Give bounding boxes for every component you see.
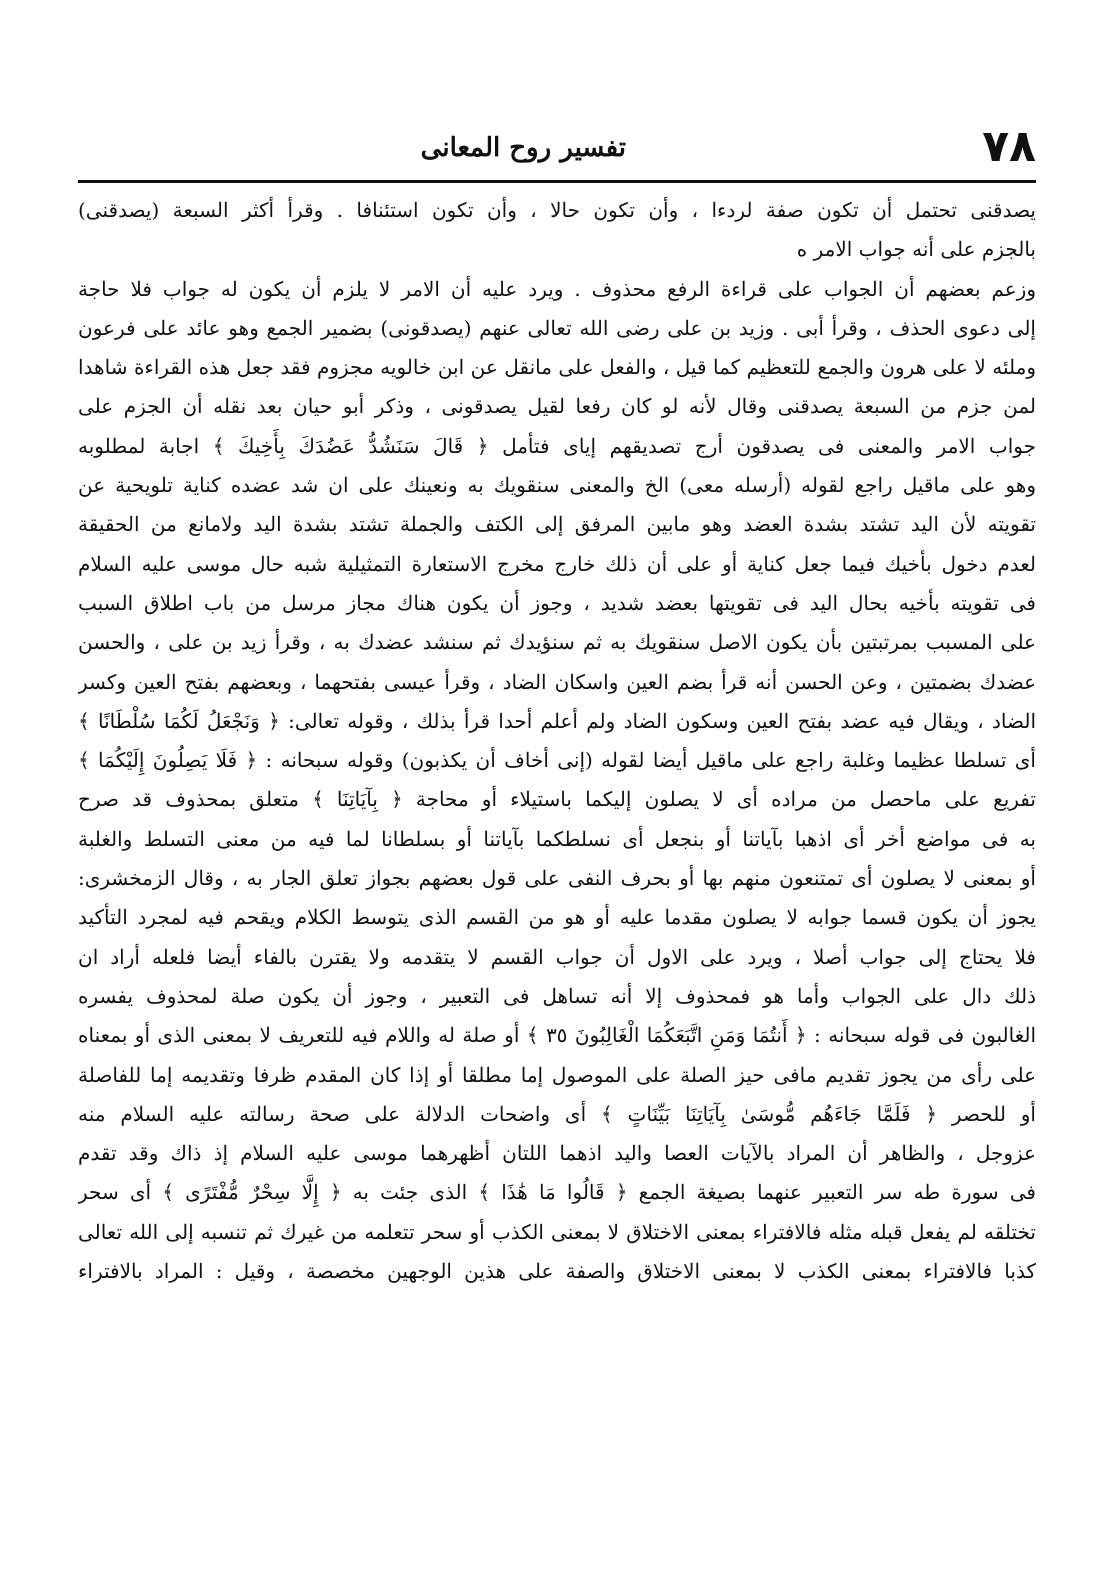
text-line: إلى دعوى الحذف ، وقرأ أبى . وزيد بن على رضى الله تعالى عنهم (يصدقونى) بضمير الجمع وهو عائد على فرعون	[78, 315, 1036, 340]
text-line: جواب الامر والمعنى فى يصدقون أرج تصديقهم إياى فتأمل ﴿ قَالَ سَنَشُدُّ عَضُدَكَ بِأَخِيكَ ﴾ اجابة لمطلوبه	[78, 433, 1036, 458]
text-line: أى تسلطا عظيما وغلبة راجع على ماقيل أيضا لقوله (إنى أخاف أن يكذبون) وقوله سبحانه : ﴿ فَلَا يَصِلُونَ إِلَيْكُمَا ﴾	[78, 748, 1036, 773]
text-line: على المسبب بمرتبتين بأن يكون الاصل سنقويك به ثم سنؤيدك ثم سنشد عضدك به ، وقرأ زيد بن على ، والحسن	[78, 630, 1036, 655]
text-line: تفريع على ماحصل من مراده أى لا يصلون إليكما باستيلاء أو محاجة ﴿ بِآيَاتِنَا ﴾ متعلق بمحذوف قد صرح	[78, 787, 1036, 812]
text-line: فى تقويته بأخيه بحال اليد فى تقويتها بعضد شديد ، وجوز أن يكون هناك مجاز مرسل من باب اطلاق السبب	[78, 590, 1036, 615]
text-line: الغالبون فى قوله سبحانه : ﴿ أَنتُمَا وَمَنِ اتَّبَعَكُمَا الْغَالِبُونَ ٣٥ ﴾ أو صلة له واللام فيه للتعريف لا بمعنى الذى أو بمعناه	[78, 1023, 1036, 1048]
text-line: وهو على ماقيل راجع لقوله (أرسله معى) الخ والمعنى سنقويك به ونعينك على ان شد عضده كناية تلويحية عن	[78, 473, 1036, 498]
text-line: عزوجل ، والظاهر أن المراد بالآيات العصا واليد اذهما اللتان أظهرهما موسى عليه السلام إذ ذاك وقد تقدم	[78, 1141, 1036, 1166]
text-line: تقويته لأن اليد تشتد بشدة العضد وهو مابين المرفق إلى الكتف والجملة تشتد بشدة اليد ولامانع من الحقيقة	[78, 512, 1036, 537]
text-line: كذبا فالافتراء بمعنى الكذب لا بمعنى الاختلاق والصفة على هذين الوجهين مخصصة ، وقيل : المراد بالافتراء	[78, 1259, 1036, 1284]
text-line: أو للحصر ﴿ فَلَمَّا جَاءَهُم مُّوسَىٰ بِآيَاتِنَا بَيِّنَاتٍ ﴾ أى واضحات الدلالة على صحة رسالته عليه السلام منه	[78, 1101, 1036, 1126]
text-line: فلا يحتاج إلى جواب أصلا ، ويرد على الاول أن جواب القسم لا يتقدمه ولا يقترن بالفاء أيضا فلعله أراد ان	[78, 944, 1036, 969]
text-line: تختلقه لم يفعل قبله مثله فالافتراء بمعنى الاختلاق لا بمعنى الكذب أو سحر تتعلمه من غيرك ثم تنسبه إلى الله تعالى	[78, 1219, 1036, 1244]
text-line: عضدك بضمتين ، وعن الحسن أنه قرأ بضم العين واسكان الضاد ، وقرأ عيسى بفتحهما ، وبعضهم بفتح العين وكسر	[78, 669, 1036, 694]
text-line: يصدقنى تحتمل أن تكون صفة لردءا ، وأن تكون حالا ، وأن تكون استئنافا . وقرأ أكثر السبعة (يصدقنى)	[78, 198, 1036, 222]
text-line: وزعم بعضهم أن الجواب على قراءة الرفع محذوف . ويرد عليه أن الامر لا يلزم أن يكون له جواب فلا حاجة	[78, 276, 1036, 301]
text-line: لعدم دخول بأخيك فيما جعل كناية أو على أن ذلك خارج مخرج الاستعارة التمثيلية شبه حال موسى عليه السلام	[78, 551, 1036, 576]
text-line: أو بمعنى لا يصلون أى تمتنعون منهم بها أو بحرف النفى على قول بعضهم بجواز تعلق الجار به ، وقال الزمخشرى:	[78, 866, 1036, 891]
text-line: فى سورة طه سر التعبير عنهما بصيغة الجمع ﴿ قَالُوا مَا هَٰذَا ﴾ الذى جئت به ﴿ إِلَّا سِحْرٌ مُّفْتَرًى ﴾ أى سحر	[78, 1180, 1036, 1205]
text-line: على رأى من يجوز تقديم مافى حيز الصلة على الموصول إما مطلقا أو إذا كان المقدم ظرفا وتقديمه إما للفاصلة	[78, 1062, 1036, 1087]
body-text	[78, 191, 1036, 1291]
text-line: ذلك دال على الجواب وأما هو فمحذوف إلا أنه تساهل فى التعبير ، وجوز أن يكون صلة لمحذوف يفسره	[78, 983, 1036, 1008]
text-line: لمن جزم من السبعة يصدقنى وقال لأنه لو كان رفعا لقيل يصدقونى ، وذكر أبو حيان بعد نقله أن الجزم على	[78, 394, 1036, 419]
text-line: بالجزم على أنه جواب الامر ه	[796, 237, 1036, 262]
page-number: ٧٨	[982, 121, 1036, 172]
page-header	[78, 118, 1036, 183]
text-line: وملئه لا على هرون والجمع للتعظيم كما قيل ، والفعل على مانقل عن ابن خالويه مجزوم فقد جعل هذه القراءة شاهدا	[78, 355, 1036, 380]
text-line: يجوز أن يكون قسما جوابه لا يصلون مقدما عليه أو هو من القسم الذى يتوسط الكلام ويقحم فيه لمجرد التأكيد	[78, 905, 1036, 930]
running-title: تفسير روح المعانى	[420, 133, 626, 163]
text-line: الضاد ، ويقال فيه عضد بفتح العين وسكون الضاد ولم أعلم أحدا قرأ بذلك ، وقوله تعالى: ﴿ وَنَجْعَلُ لَكُمَا سُلْطَانًا ﴾	[78, 708, 1036, 733]
document-page	[78, 118, 1036, 1291]
text-line: به فى مواضع أخر أى اذهبا بآياتنا أو بنجعل أى نسلطكما بآياتنا أو بسلطانا لما فيه من معنى التسلط والغلبة	[78, 826, 1036, 851]
